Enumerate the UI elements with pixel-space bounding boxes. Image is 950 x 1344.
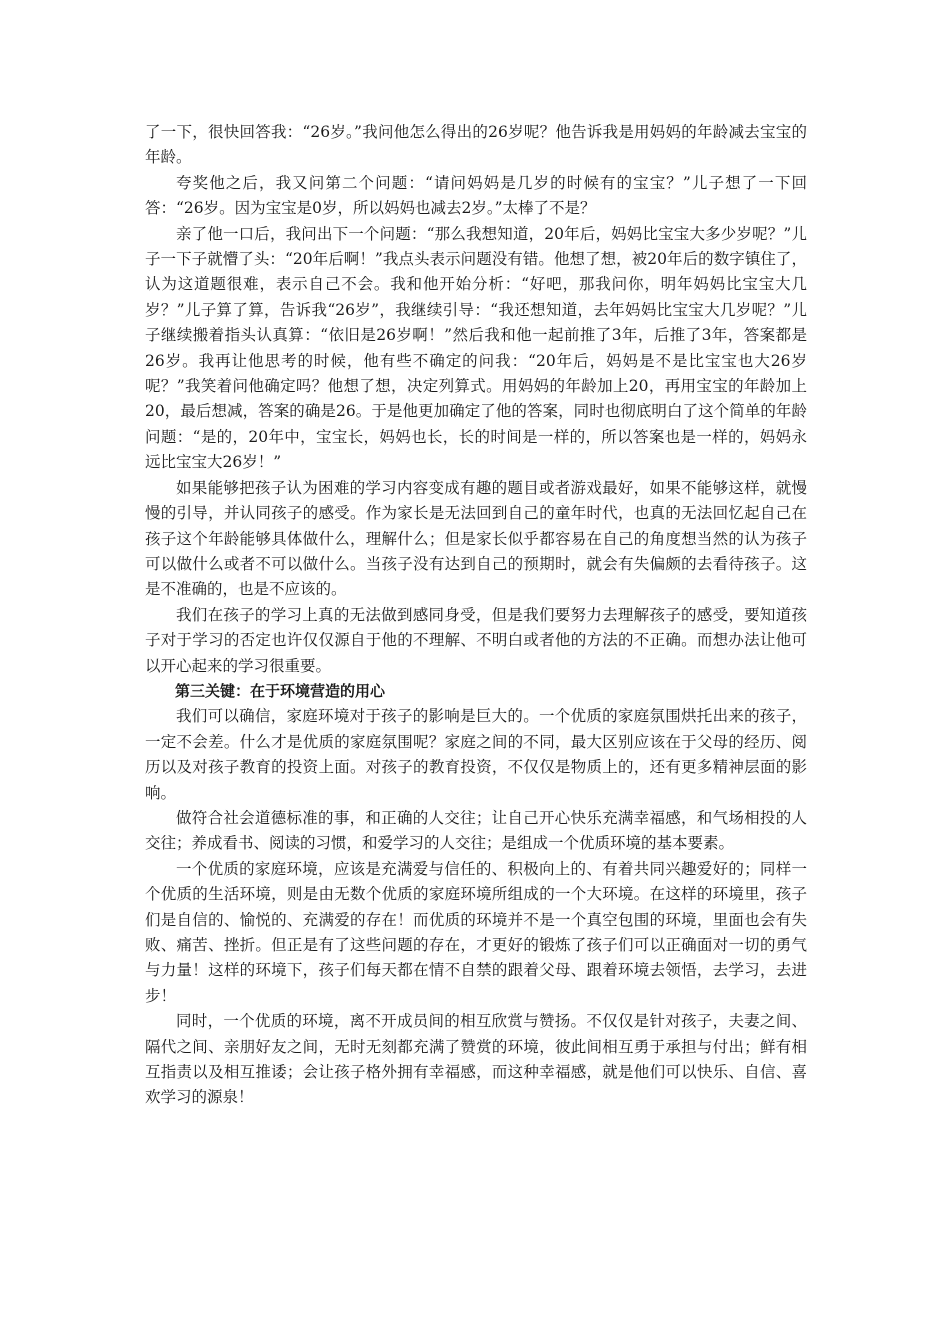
paragraph: 如果能够把孩子认为困难的学习内容变成有趣的题目或者游戏最好，如果不能够这样，就慢慢的引导，并认同孩子的感受。作为家长是无法回到自己的童年时代，也真的无法回忆起自己在孩子这个年龄能够具体做什么，理解什么；但是家长似乎都容易在自己的角度想当然的认为孩子可以做什么或者不可以做什么。当孩子没有达到自己的预期时，就会有失偏颇的去看待孩子。这是不准确的，也是不应该的。 — [145, 478, 807, 599]
section-heading: 第三关键：在于环境营造的用心 — [175, 681, 386, 700]
paragraph: 夸奖他之后，我又问第二个问题：“请问妈妈是几岁的时候有的宝宝？”儿子想了一下回答：“26岁。因为宝宝是0岁，所以妈妈也减去2岁。”太棒了不是？ — [145, 173, 807, 218]
paragraph: 同时，一个优质的环境，离不开成员间的相互欣赏与赞扬。不仅仅是针对孩子，夫妻之间、隔代之间、亲朋好友之间，无时无刻都充满了赞赏的环境，彼此间相互勇于承担与付出；鲜有相互指责以及相互推诿；会让孩子格外拥有幸福感，而这种幸福感，就是他们可以快乐、自信、喜欢学习的源泉！ — [145, 1012, 807, 1107]
paragraph: 了一下，很快回答我：“26岁。”我问他怎么得出的26岁呢？他告诉我是用妈妈的年龄减去宝宝的年龄。 — [145, 123, 807, 167]
paragraph: 我们可以确信，家庭环境对于孩子的影响是巨大的。一个优质的家庭氛围烘托出来的孩子，一定不会差。什么才是优质的家庭氛围呢？家庭之间的不同，最大区别应该在于父母的经历、阅历以及对孩子教育的投资上面。对孩子的教育投资，不仅仅是物质上的，还有更多精神层面的影响。 — [145, 707, 807, 802]
paragraph: 做符合社会道德标准的事，和正确的人交往；让自己开心快乐充满幸福感，和气场相投的人交往；养成看书、阅读的习惯，和爱学习的人交往；是组成一个优质环境的基本要素。 — [145, 808, 807, 853]
paragraph: 我们在孩子的学习上真的无法做到感同身受，但是我们要努力去理解孩子的感受，要知道孩子对于学习的否定也许仅仅源自于他的不理解、不明白或者他的方法的不正确。而想办法让他可以开心起来的学习很重要。 — [145, 605, 807, 675]
document-page — [145, 120, 807, 1111]
paragraph: 一个优质的家庭环境，应该是充满爱与信任的、积极向上的、有着共同兴趣爱好的；同样一个优质的生活环境，则是由无数个优质的家庭环境所组成的一个大环境。在这样的环境里，孩子们是自信的、愉悦的、充满爱的存在！而优质的环境并不是一个真空包围的环境，里面也会有失败、痛苦、挫折。但正是有了这些问题的存在，才更好的锻炼了孩子们可以正确面对一切的勇气与力量！这样的环境下，孩子们每天都在情不自禁的跟着父母、跟着环境去领悟，去学习，去进步！ — [145, 859, 807, 1005]
paragraph: 亲了他一口后，我问出下一个问题：“那么我想知道，20年后，妈妈比宝宝大多少岁呢？”儿子一下子就懵了头：“20年后啊！”我点头表示问题没有错。他想了想，被20年后的数字镇住了，认为这道题很难，表示自己不会。我和他开始分析：“好吧，那我问你，明年妈妈比宝宝大几岁？”儿子算了算，告诉我“26岁”，我继续引导：“我还想知道，去年妈妈比宝宝大几岁呢？”儿子继续搬着指头认真算：“依旧是26岁啊！”然后我和他一起前推了3年，后推了3年，答案都是26岁。我再让他思考的时候，他有些不确定的问我：“20年后，妈妈是不是比宝宝也大26岁呢？”我笑着问他确定吗？他想了想，决定列算式。用妈妈的年龄加上20，再用宝宝的年龄加上20，最后想减，答案的确是26。于是他更加确定了他的答案，同时也彻底明白了这个简单的年龄问题：“是的，20年中，宝宝长，妈妈也长，长的时间是一样的，所以答案也是一样的，妈妈永远比宝宝大26岁！” — [145, 224, 807, 472]
